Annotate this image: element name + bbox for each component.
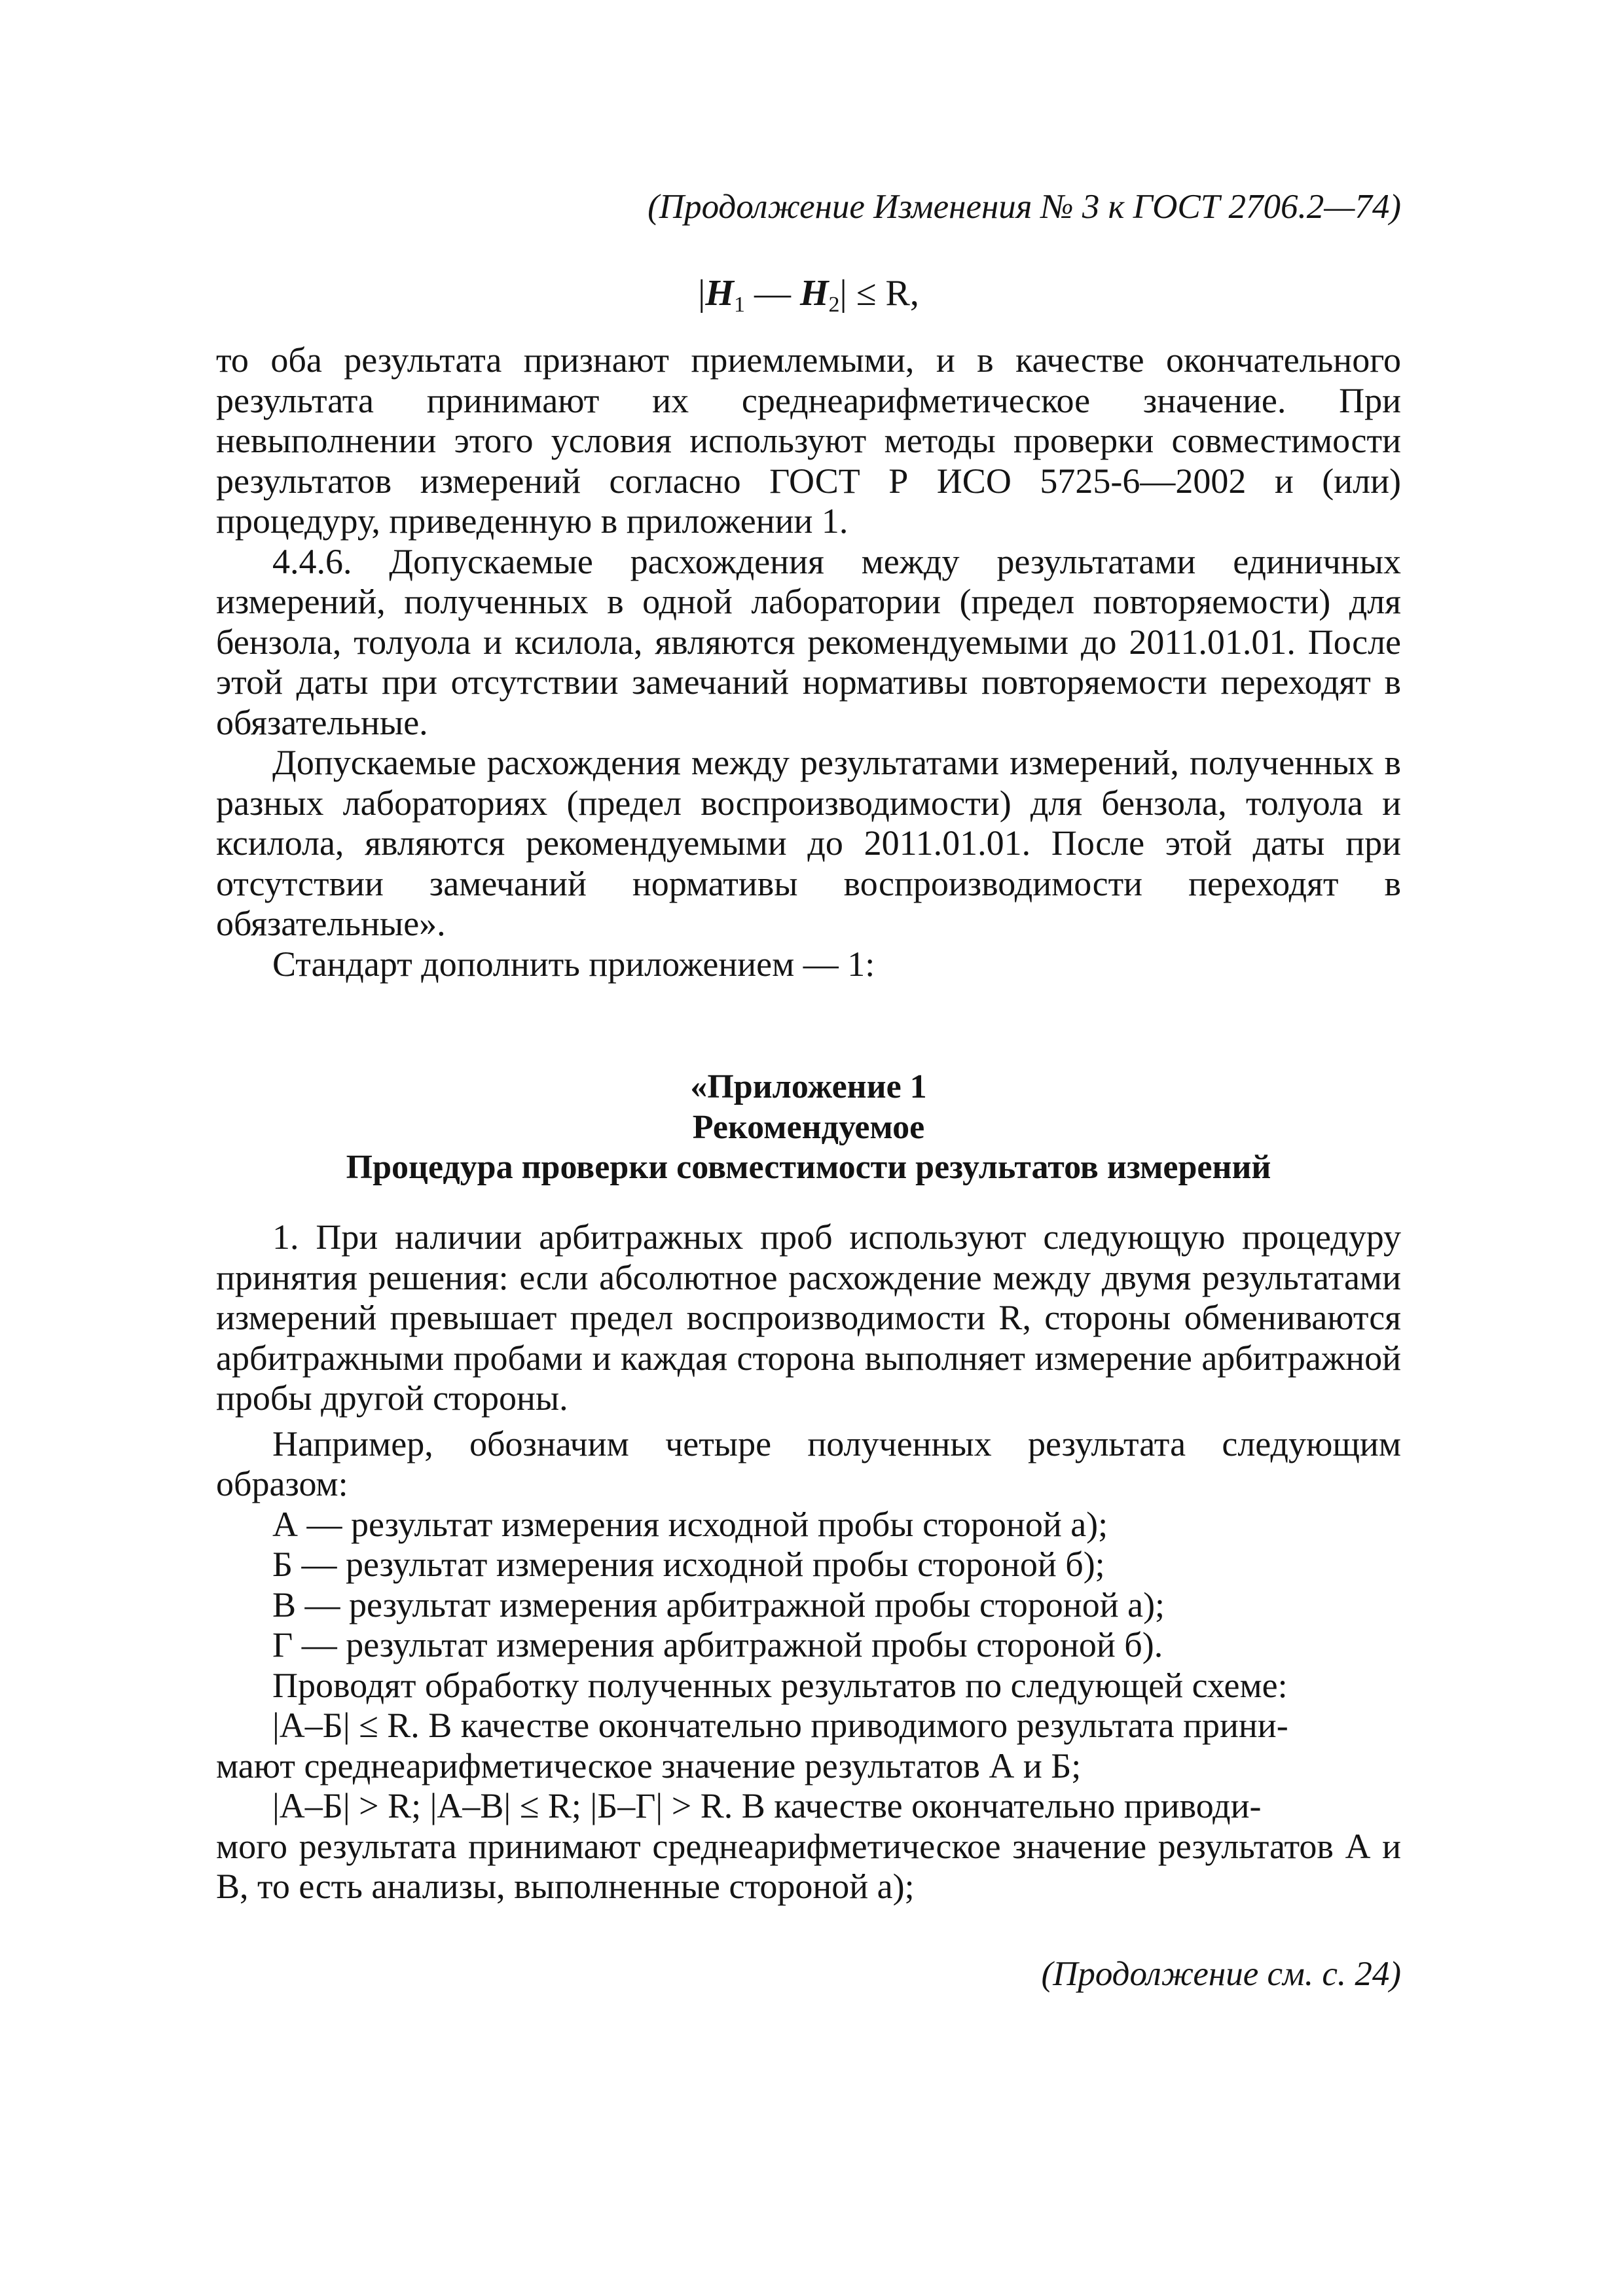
- formula-h2-sub: 2: [828, 293, 840, 317]
- body-paragraph-2: 4.4.6. Допускаемые расхождения между результатами единичных измерений, полученных в одной лаборатории (предел повторяемости) для бензола, толуола и ксилола, являются рекомендуемыми до 2011.01.01. После этой даты при отсутствии замечаний нормативы повторяемости переходят в обязательные.: [216, 541, 1401, 742]
- list-item-a: А — результат измерения исходной пробы стороной а);: [272, 1504, 1108, 1544]
- body-text-block: [216, 340, 1401, 984]
- list-item-v: В — результат измерения арбитражной пробы стороной а);: [272, 1585, 1165, 1624]
- formula-h1: H: [705, 273, 734, 314]
- continuation-footer: (Продолжение см. с. 24): [1041, 1955, 1401, 1993]
- appendix-text-block: [216, 1217, 1401, 1907]
- continuation-header: (Продолжение Изменения № 3 к ГОСТ 2706.2—74): [647, 188, 1401, 226]
- case-1-continuation: мают среднеарифметическое значение результатов А и Б;: [216, 1746, 1082, 1785]
- processing-scheme-intro: Проводят обработку полученных результатов по следующей схеме:: [272, 1665, 1288, 1705]
- formula-right: | ≤ R,: [839, 273, 919, 314]
- formula-h2: H: [799, 273, 829, 314]
- appendix-title: [216, 1067, 1401, 1188]
- appendix-paragraph-2: Например, обозначим четыре полученных результата следующим образом:: [216, 1424, 1401, 1503]
- appendix-title-line-1: «Приложение 1: [690, 1068, 927, 1105]
- formula-minus: —: [744, 273, 800, 314]
- inequality-formula: [216, 275, 1401, 316]
- formula-h1-sub: 1: [733, 293, 745, 317]
- abs-bar-left: |: [698, 273, 706, 314]
- case-2-continuation: мого результата принимают среднеарифметическое значение результатов А и В, то есть анализы, выполненные стороной а);: [216, 1826, 1401, 1906]
- case-1-first-line: |А–Б| ≤ R. В качестве окончательно приводимого результата прини-: [272, 1706, 1288, 1745]
- appendix-paragraph-1: 1. При наличии арбитражных проб используют следующую процедуру принятия решения: если абсолютное расхождение между двумя результатами измерений превышает предел воспроизводимости R, стороны обмениваются арбитражными пробами и каждая сторона выполняет измерение арбитражной пробы другой стороны.: [216, 1217, 1401, 1418]
- list-item-g: Г — результат измерения арбитражной пробы стороной б).: [272, 1625, 1163, 1664]
- appendix-title-line-2: Рекомендуемое: [692, 1108, 925, 1146]
- body-paragraph-3: Допускаемые расхождения между результатами измерений, полученных в разных лабораториях (предел воспроизводимости) для бензола, толуола и ксилола, являются рекомендуемыми до 2011.01.01. После этой даты при отсутствии замечаний нормативы воспроизводимости переходят в обязательные».: [216, 743, 1401, 943]
- body-paragraph-1: то оба результата признают приемлемыми, и в качестве окончательного результата принимают их среднеарифметическое значение. При невыполнении этого условия используют методы проверки совместимости результатов измерений согласно ГОСТ Р ИСО 5725-6—2002 и (или) процедуру, приведенную в приложении 1.: [216, 340, 1401, 541]
- case-2-first-line: |А–Б| > R; |А–В| ≤ R; |Б–Г| > R. В качестве окончательно приводи-: [272, 1786, 1262, 1825]
- list-item-b: Б — результат измерения исходной пробы стороной б);: [272, 1545, 1105, 1584]
- appendix-title-line-3: Процедура проверки совместимости результатов измерений: [346, 1149, 1271, 1186]
- body-paragraph-4: Стандарт дополнить приложением — 1:: [272, 944, 875, 984]
